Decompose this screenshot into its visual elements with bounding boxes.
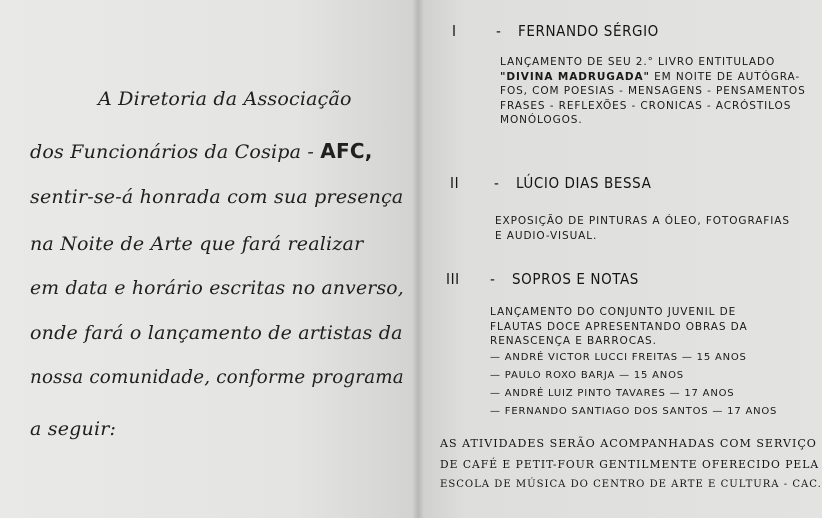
invitation-line-7: nossa comunidade, conforme programa [30, 367, 404, 388]
invitation-line-2 [30, 139, 373, 163]
section-1-heading [452, 22, 659, 40]
invitation-line-5: em data e horário escritas no anverso, [30, 278, 404, 299]
section-3-dash: - [490, 270, 496, 288]
section-3-title: SOPROS E NOTAS [512, 270, 639, 288]
closing-line-1: AS ATIVIDADES SERÃO ACOMPANHADAS COM SERVIÇO [440, 437, 817, 450]
invitation-line-2-text: dos Funcionários da Cosipa - [30, 141, 321, 163]
section-2-line-2: E AUDIO-VISUAL. [495, 229, 598, 242]
section-1-number: I [452, 22, 457, 40]
section-3-text [490, 305, 748, 349]
section-1-line-1: LANÇAMENTO DE SEU 2.° LIVRO ENTITULADO [500, 56, 776, 68]
page-fold [412, 0, 424, 518]
section-1-line-5: MONÓLOGOS. [500, 114, 583, 126]
section-3-heading [446, 270, 639, 288]
section-2-title: LÚCIO DIAS BESSA [516, 174, 652, 192]
section-2-line-1: EXPOSIÇÃO DE PINTURAS A ÓLEO, FOTOGRAFIAS [495, 215, 790, 227]
section-3-number: III [446, 270, 460, 288]
section-1-text [500, 55, 806, 128]
section-1-line-2 [500, 70, 806, 85]
section-3-line-3: RENASCENÇA E BARROCAS. [490, 335, 657, 347]
closing-line-2: DE CAFÉ E PETIT-FOUR GENTILMENTE OFERECIDO PELA [440, 458, 820, 471]
book-title: "DIVINA MADRUGADA" [500, 70, 650, 83]
section-2-number: II [450, 174, 460, 192]
member-1: — ANDRÉ VICTOR LUCCI FREITAS — 15 ANOS [490, 352, 747, 363]
member-2: — PAULO ROXO BARJA — 15 ANOS [490, 370, 684, 381]
section-3-line-2: FLAUTAS DOCE APRESENTANDO OBRAS DA [490, 320, 748, 333]
invitation-line-6: onde fará o lançamento de artistas da [30, 322, 403, 344]
section-1-line-2-rest: EM NOITE DE AUTÓGRA- [649, 70, 801, 83]
section-1-line-4: FRASES - REFLEXÕES - CRONICAS - ACRÓSTILOS [500, 99, 792, 112]
association-acronym: AFC, [320, 139, 373, 163]
section-2-heading [450, 174, 651, 192]
section-1-title: FERNANDO SÉRGIO [518, 22, 659, 40]
section-1-dash: - [496, 22, 502, 40]
section-2-text [495, 214, 790, 243]
section-2-dash: - [494, 174, 500, 192]
section-1-line-3: FOS, COM POESIAS - MENSAGENS - PENSAMENTOS [500, 85, 806, 97]
invitation-line-1: A Diretoria da Associação [98, 88, 352, 110]
invitation-line-3: sentir-se-á honrada com sua presença [30, 186, 404, 208]
member-3: — ANDRÉ LUIZ PINTO TAVARES — 17 ANOS [490, 388, 735, 399]
invitation-line-4: na Noite de Arte que fará realizar [30, 233, 364, 255]
closing-line-3: ESCOLA DE MÚSICA DO CENTRO DE ARTE E CULTURA - CAC. [440, 479, 822, 490]
invitation-line-8: a seguir: [30, 418, 117, 440]
section-3-line-1: LANÇAMENTO DO CONJUNTO JUVENIL DE [490, 306, 737, 318]
member-4: — FERNANDO SANTIAGO DOS SANTOS — 17 ANOS [490, 406, 778, 417]
